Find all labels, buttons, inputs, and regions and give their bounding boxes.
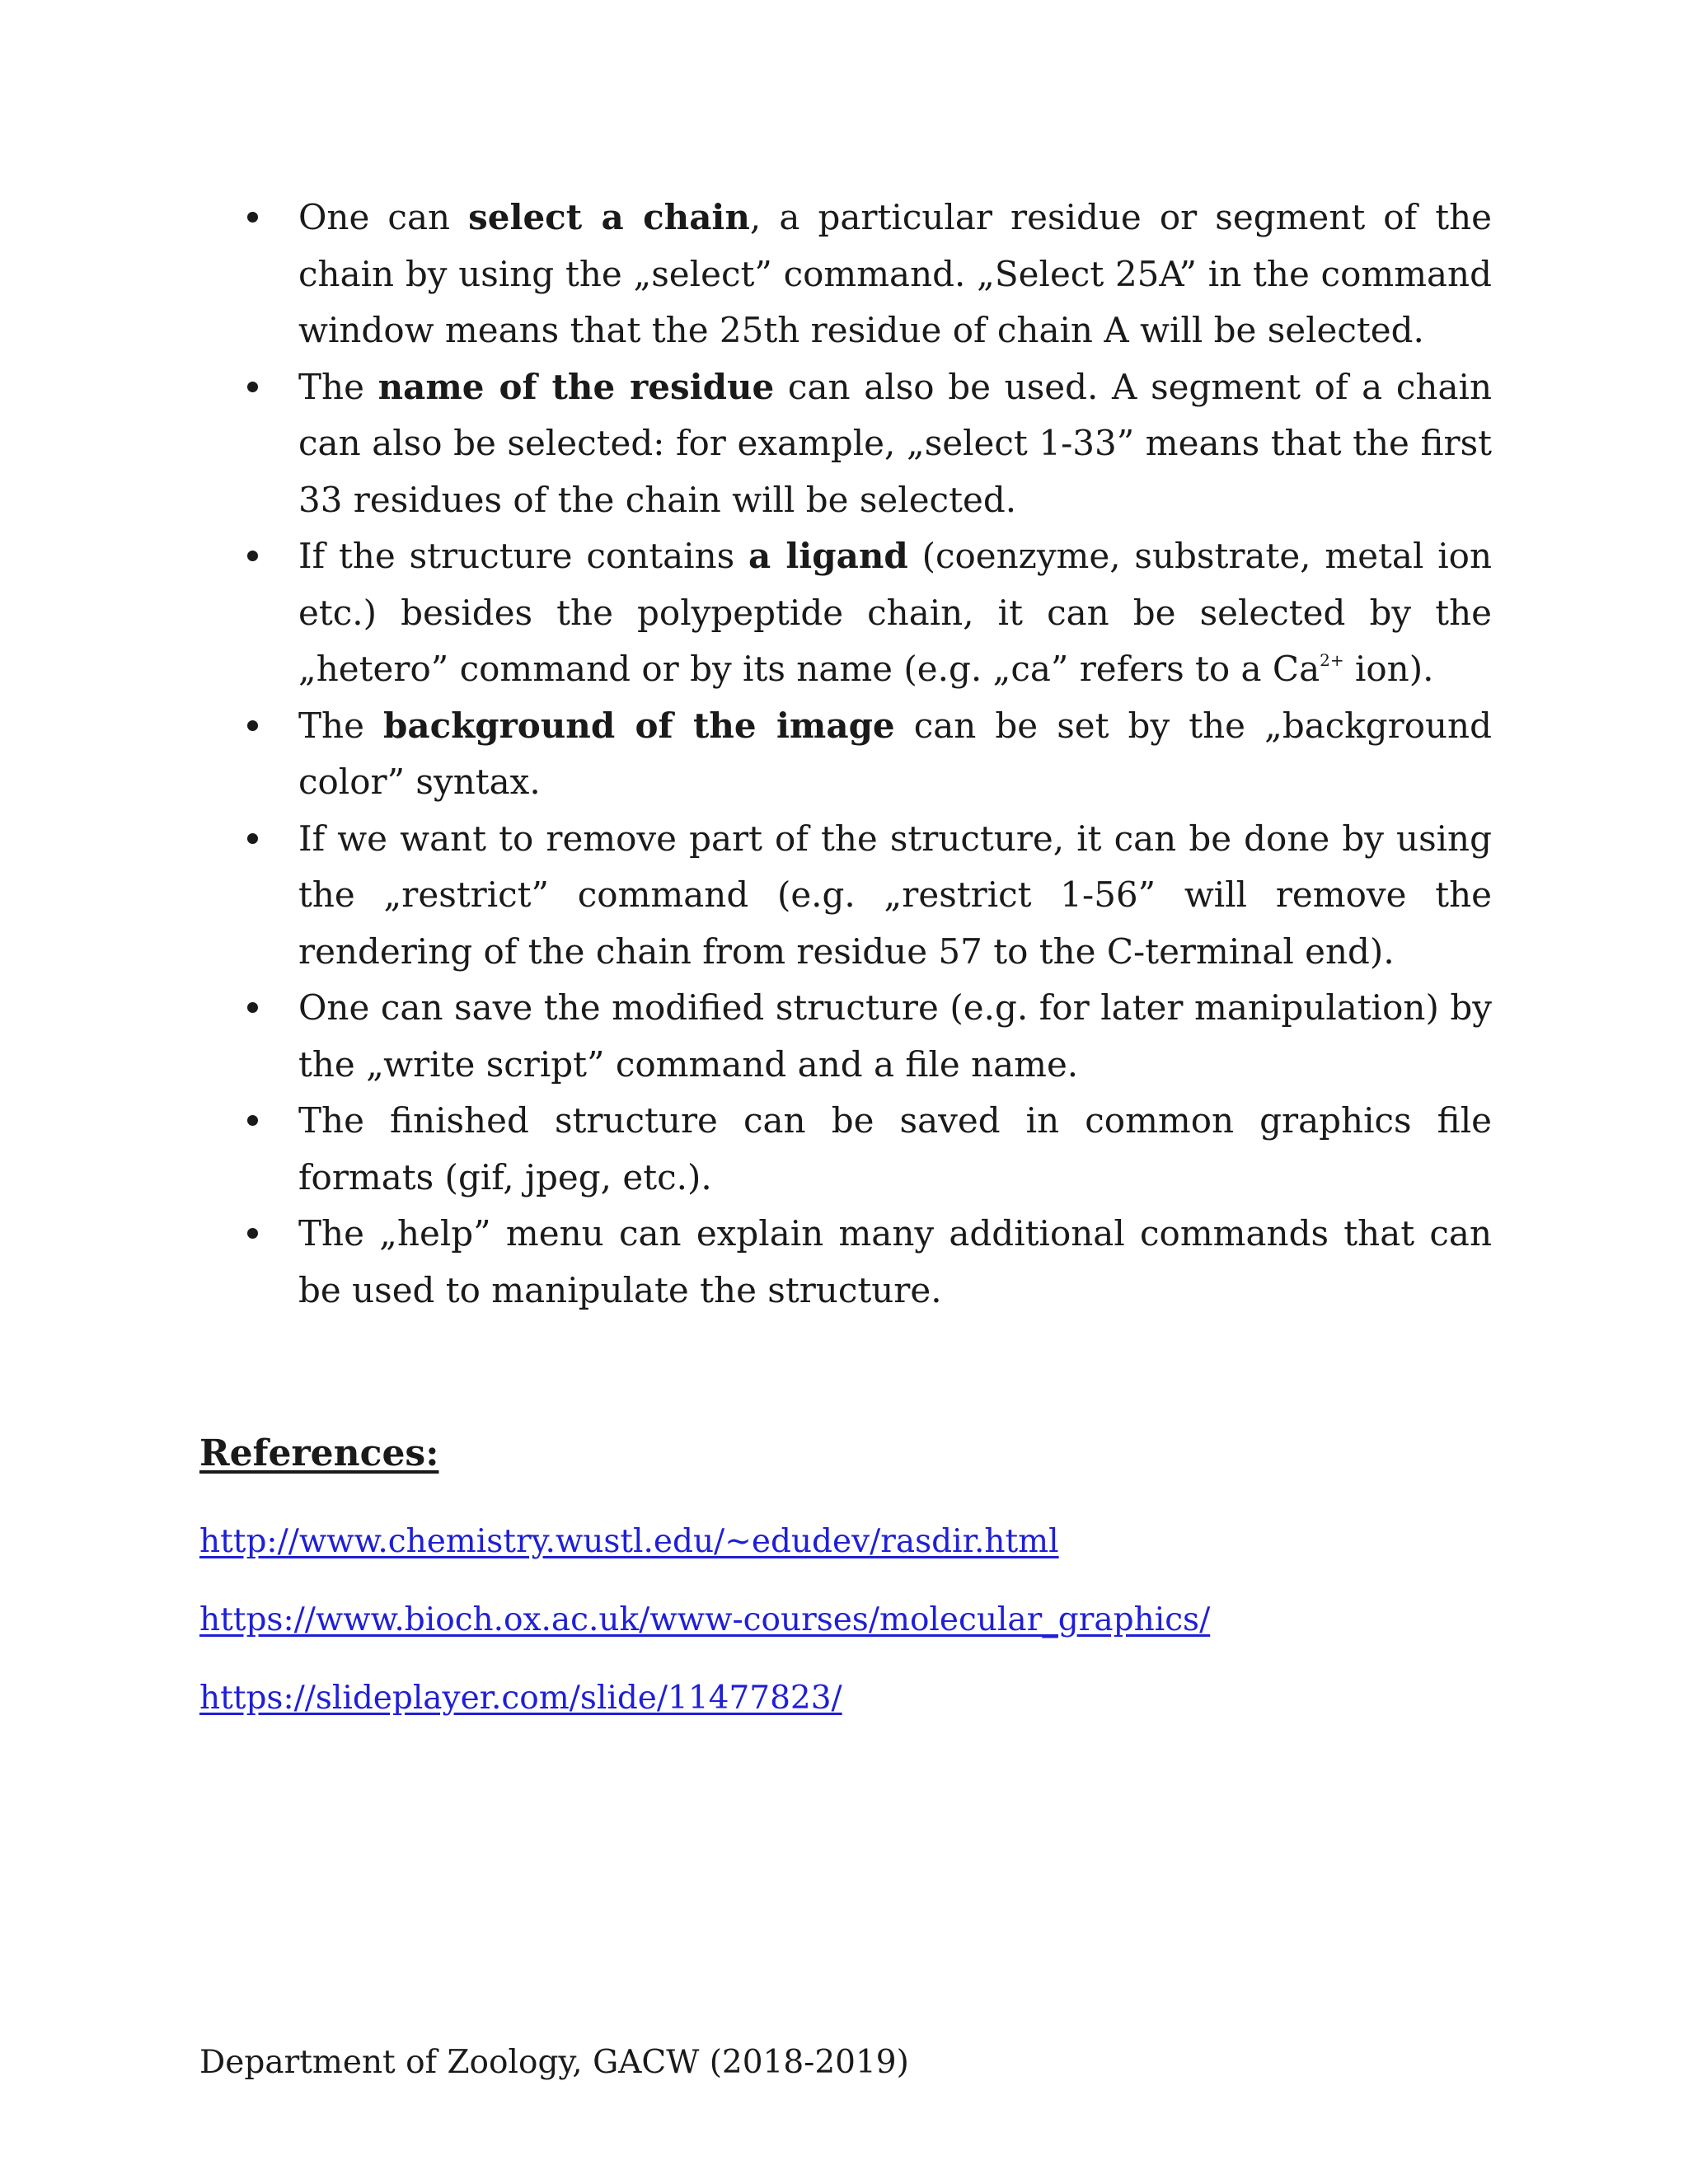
bullet-dot-icon — [247, 1228, 258, 1239]
bullet-item — [199, 698, 1492, 811]
bullet-dot-icon — [247, 551, 258, 561]
bullet-item — [199, 1093, 1492, 1206]
bullet-text: The name of the residue can also be used. A segment of a chain can also be selected: for example, „select 1-33” means that the first 33 residues of the chain will be selected. — [298, 366, 1493, 520]
bullet-dot-icon — [247, 833, 258, 844]
bullet-text: If the structure contains a ligand (coenzyme, substrate, metal ion etc.) besides the polypeptide chain, it can be selected by the „hetero” command or by its name (e.g. „ca” refers to a $Ca^{2+}$ ion). — [298, 536, 1493, 689]
reference-link[interactable]: https://www.bioch.ox.ac.uk/www-courses/molecular_graphics/ — [199, 1601, 1211, 1638]
bullet-text: The „help” menu can explain many additional commands that can be used to manipulate the structure. — [298, 1213, 1492, 1310]
bullet-item — [199, 528, 1492, 698]
superscript: 2+ — [1320, 650, 1344, 670]
references-heading: References: — [199, 1432, 439, 1474]
bullet-text: If we want to remove part of the structure, it can be done by using the „restrict” command (e.g. „restrict 1-56” will remove the rendering of the chain from residue 57 to the C-terminal end). — [298, 818, 1492, 972]
bullet-item — [199, 359, 1492, 529]
bullet-item — [199, 190, 1492, 359]
bullet-text: The background of the image can be set by the „background color” syntax. — [298, 705, 1492, 802]
bullet-dot-icon — [247, 720, 258, 731]
bullet-dot-icon — [247, 212, 258, 223]
bullet-text: One can save the modified structure (e.g. for later manipulation) by the „write script” command and a file name. — [298, 987, 1492, 1085]
bullet-item — [199, 811, 1492, 981]
bullet-text: One can select a chain, a particular residue or segment of the chain by using the „select” command. „Select 25A” in the command window means that the 25th residue of chain A will be selected. — [298, 197, 1492, 350]
bullet-item — [199, 1206, 1492, 1319]
bullet-text: The finished structure can be saved in common graphics file formats (gif, jpeg, etc.). — [298, 1100, 1492, 1197]
reference-link[interactable]: http://www.chemistry.wustl.edu/~edudev/rasdir.html — [199, 1523, 1059, 1560]
reference-link[interactable]: https://slideplayer.com/slide/11477823/ — [199, 1680, 842, 1717]
bullet-list — [199, 190, 1492, 1319]
bullet-dot-icon — [247, 1002, 258, 1013]
bullet-dot-icon — [247, 382, 258, 392]
bullet-item — [199, 980, 1492, 1093]
bullet-dot-icon — [247, 1115, 258, 1126]
page-footer: Department of Zoology, GACW (2018-2019) — [199, 2044, 909, 2081]
